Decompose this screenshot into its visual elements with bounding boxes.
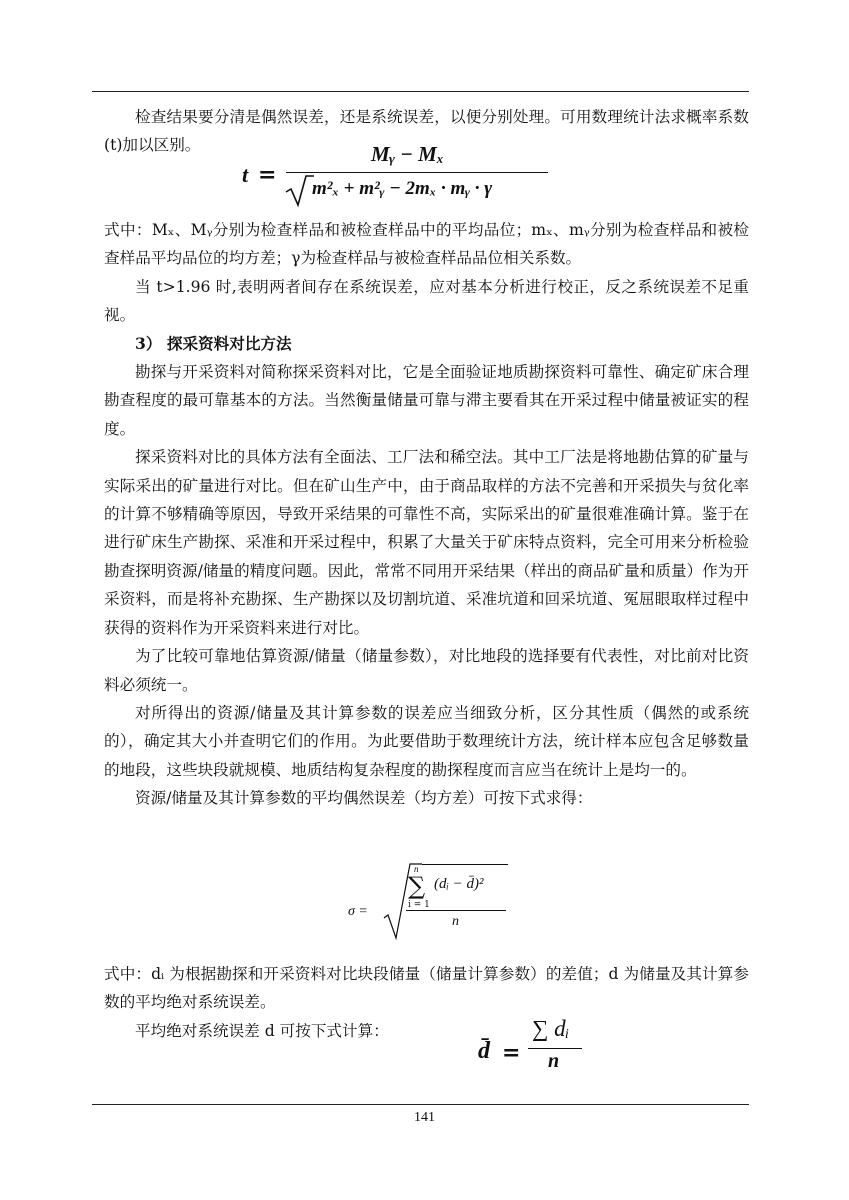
- formula-d-denominator: n: [548, 1050, 560, 1072]
- formula-d-eq: =: [502, 1040, 521, 1066]
- page-number: 141: [414, 1110, 435, 1125]
- paragraph-p1: 检查结果要分清是偶然误差，还是系统误差，以便分别处理。可用数理统计法求概率系数(t)加以区别。: [104, 108, 749, 155]
- formula-sigma-lhs: σ =: [348, 904, 368, 919]
- formula-sigma-denominator: n: [452, 914, 459, 929]
- footer-rule: [92, 1104, 749, 1105]
- text-block-3: [104, 960, 749, 1045]
- formula-t-numerator: Mᵧ − Mₓ: [371, 142, 444, 166]
- formula-t-denominator: m²ₓ + m²ᵧ − 2mₓ · mᵧ · γ: [312, 178, 493, 199]
- section-heading: 3） 探采资料对比方法: [135, 333, 292, 353]
- sum-icon: ∑: [408, 872, 426, 900]
- sqrt-bar: [422, 864, 508, 865]
- paragraph-p6: 为了比较可靠地估算资源/储量（储量参数），对比地段的选择要有代表性，对比前对比资料必须统一。: [104, 647, 749, 694]
- paragraph-p8: 资源/储量及其计算参数的平均偶然误差（均方差）可按下式求得：: [135, 789, 593, 808]
- formula-sigma-numerator: (dᵢ − d̄)²: [434, 876, 484, 892]
- formula-t-fraction-bar: [286, 172, 548, 173]
- sum-upper-limit: n: [414, 864, 419, 874]
- paragraph-p5: 探采资料对比的具体方法有全面法、工厂法和稀空法。其中工厂法是将地勘估算的矿量与实际采出的矿量进行对比。但在矿山生产中，由于商品取样的方法不完善和开采损失与贫化率的计算不够精确等原因，导致开采结果的可靠性不高，实际采出的矿量很难准确计算。鉴于在进行矿床生产勘探、采准和开采过程中，积累了大量关于矿床特点资料，完全可用来分析检验勘查探明资源/储量的精度问题。因此，常常不同用开采结果（样出的商品矿量和质量）作为开采资料，而是将补充勘探、生产勘探以及切割坑道、采准坑道和回采坑道、冤屈眼取样过程中获得的资料作为开采资料来进行对比。: [104, 448, 749, 637]
- paragraph-p10: 平均绝对系统误差 d 可按下式计算：: [135, 1021, 389, 1040]
- sum-lower-limit: i = 1: [408, 900, 430, 910]
- header-rule: [92, 91, 749, 92]
- text-block-2: [104, 216, 749, 813]
- sqrt-icon: [284, 174, 314, 208]
- formula-t-lhs: t: [242, 162, 249, 187]
- paragraph-p2: 式中：Mₓ、Mᵧ分别为检查样品和被检查样品中的平均品位；mₓ、mᵧ分别为检查样品和被检查样品平均品位的均方差；γ为检查样品与被检查样品品位相关系数。: [104, 221, 749, 268]
- formula-d-numerator: ∑ dᵢ: [532, 1016, 570, 1041]
- paragraph-p7: 对所得出的资源/储量及其计算参数的误差应当细致分析，区分其性质（偶然的或系统的），确定其大小并查明它们的作用。为此要借助于数理统计方法，统计样本应包含足够数量的地段，这些块段就规模、地质结构复杂程度的勘探程度而言应当在统计上是均一的。: [104, 703, 749, 779]
- formula-d: [478, 1016, 598, 1092]
- formula-sigma: [348, 862, 518, 942]
- paragraph-p9: 式中：dᵢ 为根据勘探和开采资料对比块段储量（储量计算参数）的差值；d 为储量及其计算参数的平均绝对系统误差。: [104, 965, 749, 1012]
- formula-d-fraction-bar: [528, 1048, 582, 1049]
- formula-sigma-fraction-bar: [406, 910, 506, 911]
- paragraph-p3: 当 t>1.96 时,表明两者间存在系统误差，应对基本分析进行校正，反之系统误差不足重视。: [104, 277, 749, 325]
- formula-t: [236, 140, 556, 210]
- paragraph-p4: 勘探与开采资料对简称探采资料对比，它是全面验证地质勘探资料可靠性、确定矿床合理勘查程度的最可靠基本的方法。当然衡量储量可靠与滞主要看其在开采过程中储量被证实的程度。: [104, 363, 749, 438]
- formula-d-lhs: d̄: [478, 1038, 490, 1064]
- formula-t-eq: =: [258, 162, 277, 188]
